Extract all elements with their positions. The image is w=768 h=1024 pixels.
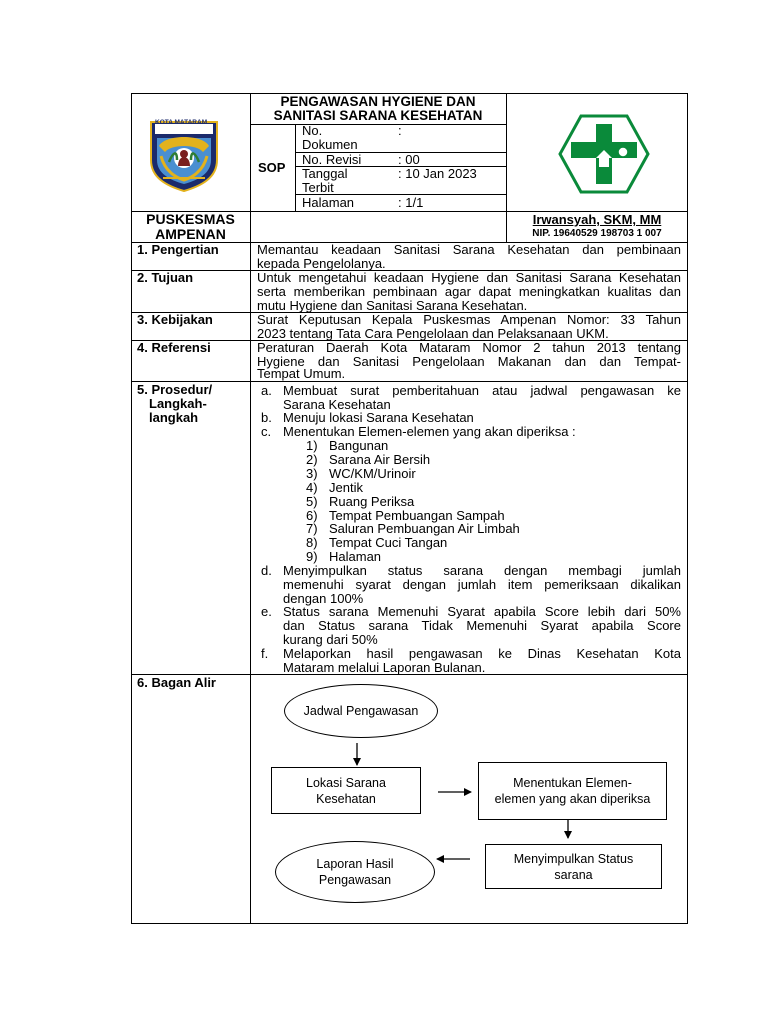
procedure-step-d: memenuhi syarat dengan jumlah item pemeriksaan dikalikan	[283, 577, 681, 592]
procedure-step-e: Status sarana Memenuhi Syarat apabila Score lebih dari 50%	[283, 604, 681, 619]
procedure-step-a: Sarana Kesehatan	[283, 397, 391, 412]
section-label-referensi: 4. Referensi	[137, 340, 211, 355]
revision-value: : 00	[398, 152, 420, 167]
section-label-prosedur: 5. Prosedur/	[137, 382, 213, 397]
section-label-bagan-alir: 6. Bagan Alir	[137, 675, 216, 690]
flowchart-arrows	[250, 674, 688, 924]
procedure-step-f: Melaporkan hasil pengawasan ke Dinas Kesehatan Kota	[283, 646, 681, 661]
list-marker: f.	[261, 646, 269, 661]
element-item: Tempat Pembuangan Sampah	[329, 508, 505, 523]
emblem-caption: KOTA MATARAM	[155, 119, 208, 126]
divider	[131, 381, 688, 382]
procedure-step-d: dengan 100%	[283, 591, 364, 606]
flow-node-label: Laporan Hasil Pengawasan	[316, 857, 394, 887]
kota-mataram-emblem-icon	[147, 116, 221, 192]
page-label: Halaman	[302, 195, 355, 210]
element-number: 2)	[306, 452, 318, 467]
element-item: Tempat Cuci Tangan	[329, 535, 448, 550]
flow-node-label: Menyimpulkan Status sarana	[513, 851, 634, 882]
pengertian-text: kepada Pengelolanya.	[257, 256, 386, 271]
kebijakan-text: 2023 tentang Tata Cara Pengelolaan dan Pelaksanaan UKM.	[257, 326, 609, 341]
procedure-step-f: Mataram melalui Laporan Bulanan.	[283, 660, 486, 675]
divider	[250, 124, 506, 125]
procedure-step-a: Membuat surat pemberitahuan atau jadwal pengawasan ke	[283, 383, 681, 398]
organization-name: PUSKESMAS	[146, 211, 235, 227]
tujuan-text: mutu Hygiene dan Sanitasi Sarana Kesehatan.	[257, 298, 528, 313]
page-value: : 1/1	[398, 195, 424, 210]
element-number: 9)	[306, 549, 318, 564]
organization-name-2: AMPENAN	[155, 226, 226, 242]
procedure-step-e: kurang dari 50%	[283, 632, 378, 647]
element-number: 3)	[306, 466, 318, 481]
signer-nip: NIP. 19640529 198703 1 007	[532, 228, 662, 239]
divider	[295, 124, 296, 211]
list-marker: c.	[261, 424, 272, 439]
kebijakan-text: Surat Keputusan Kepala Puskesmas Ampenan Nomor: 33 Tahun	[257, 312, 681, 327]
element-number: 1)	[306, 438, 318, 453]
element-item: Ruang Periksa	[329, 494, 415, 509]
pengertian-text: Memantau keadaan Sanitasi Sarana Kesehatan dan pembinaan	[257, 242, 681, 257]
procedure-step-c: Menentukan Elemen-elemen yang akan diperiksa :	[283, 424, 576, 439]
issue-date-value: : 10 Jan 2023	[398, 166, 477, 181]
element-number: 7)	[306, 521, 318, 536]
list-marker: b.	[261, 410, 272, 425]
flow-node-label: Menentukan Elemen-elemen yang akan diperiksa	[494, 776, 651, 806]
list-marker: e.	[261, 604, 272, 619]
list-marker: a.	[261, 383, 272, 398]
section-label-tujuan: 2. Tujuan	[137, 270, 194, 285]
referensi-text: Hygiene dan Sanitasi Pengelolaan Makanan dan dan Tempat-	[257, 354, 681, 369]
sop-label: SOP	[258, 160, 286, 175]
element-number: 5)	[306, 494, 318, 509]
tujuan-text: serta memberikan pembinaan agar dapat meningkatkan kualitas dan	[257, 284, 681, 299]
puskesmas-logo-icon	[558, 114, 650, 194]
procedure-step-d: Menyimpulkan status sarana dengan membagi jumlah	[283, 563, 681, 578]
element-item: Halaman	[329, 549, 382, 564]
doc-number-value: :	[398, 123, 402, 138]
element-item: Bangunan	[329, 438, 389, 453]
flow-node-label: Jadwal Pengawasan	[303, 704, 419, 718]
element-number: 4)	[306, 480, 318, 495]
list-marker: d.	[261, 563, 272, 578]
tujuan-text: Untuk mengetahui keadaan Hygiene dan Sanitasi Sarana Kesehatan	[257, 270, 681, 285]
procedure-step-b: Menuju lokasi Sarana Kesehatan	[283, 410, 474, 425]
referensi-text: Tempat Umum.	[257, 366, 346, 381]
section-label-pengertian: 1. Pengertian	[137, 242, 219, 257]
section-label-kebijakan: 3. Kebijakan	[137, 312, 213, 327]
element-item: Jentik	[329, 480, 363, 495]
issue-date-label-2: Terbit	[302, 180, 334, 195]
revision-label: No. Revisi	[302, 152, 362, 167]
procedure-step-e: dan Status sarana Tidak Memenuhi Syarat apabila Score	[283, 618, 681, 633]
issue-date-label: Tanggal	[302, 166, 348, 181]
element-item: Sarana Air Bersih	[329, 452, 431, 467]
element-item: WC/KM/Urinoir	[329, 466, 416, 481]
signer-name: Irwansyah, SKM, MM	[532, 212, 662, 227]
doc-number-label-2: Dokumen	[302, 137, 358, 152]
flow-node-label: Lokasi Sarana Kesehatan	[306, 775, 386, 806]
section-label-prosedur-3: langkah	[149, 410, 199, 425]
element-number: 6)	[306, 508, 318, 523]
element-item: Saluran Pembuangan Air Limbah	[329, 521, 520, 536]
section-label-prosedur-2: Langkah-	[149, 396, 207, 411]
element-number: 8)	[306, 535, 318, 550]
document-title-line2: SANITASI SARANA KESEHATAN	[273, 108, 483, 123]
referensi-text: Peraturan Daerah Kota Mataram Nomor 2 tahun 2013 tentang	[257, 340, 681, 355]
document-title-line1: PENGAWASAN HYGIENE DAN	[280, 94, 476, 109]
doc-number-label: No.	[302, 123, 323, 138]
